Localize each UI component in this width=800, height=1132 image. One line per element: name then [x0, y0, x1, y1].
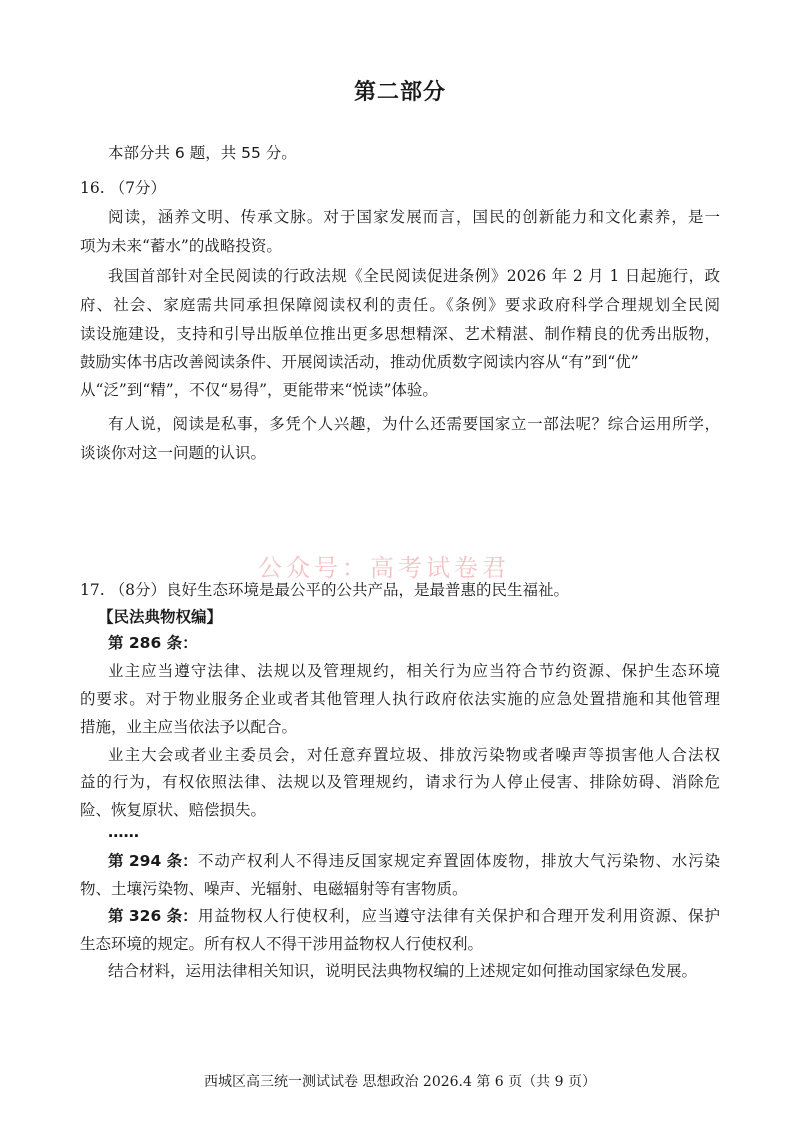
page-footer: 西城区高三统一测试试卷 思想政治 2026.4 第 6 页（共 9 页） [204, 1074, 596, 1090]
section-intro: 本部分共 6 题，共 55 分。 [108, 144, 297, 162]
ellipsis: …… [108, 823, 139, 841]
article-294-line: 不动产权利人不得违反国家规定弃置固体废物，排放大气污染物、水污染 [198, 852, 720, 870]
q16-line: 从“泛”到“精”，不仅“易得”，更能带来“悦读”体验。 [80, 381, 438, 399]
article-326-label: 第 326 条： [108, 907, 198, 925]
article-286-line: 的要求。对于物业服务企业或者其他管理人执行政府依法实施的应急处置措施和其他管理 [80, 690, 720, 708]
q17-question: 结合材料，运用法律相关知识，说明民法典物权编的上述规定如何推动国家绿色发展。 [108, 962, 698, 980]
article-286-line: 险、恢复原状、赔偿损失。 [80, 801, 267, 819]
q16-line: 读设施建设，支持和引导出版单位推出更多思想精深、艺术精湛、制作精良的优秀出版物， [80, 325, 720, 343]
q16-line: 项为未来“蓄水”的战略投资。 [80, 237, 282, 255]
q16-question-line: 有人说，阅读是私事，多凭个人兴趣，为什么还需要国家立一部法呢？综合运用所学， [108, 415, 720, 433]
article-286-line: 业主应当遵守法律、法规以及管理规约，相关行为应当符合节约资源、保护生态环境 [108, 662, 720, 680]
q16-header: 16. （7分） [80, 179, 166, 197]
article-286-line: 措施，业主应当依法予以配合。 [80, 718, 298, 736]
q16-line: 我国首部针对全民阅读的行政法规《全民阅读促进条例》2026 年 2 月 1 日起施行，政 [108, 267, 720, 285]
q16-line: 鼓励实体书店改善阅读条件、开展阅读活动，推动优质数字阅读内容从“有”到“优” [80, 353, 639, 371]
q16-line: 阅读，涵养文明、传承文脉。对于国家发展而言，国民的创新能力和文化素养，是一 [108, 208, 720, 226]
watermark: 公众号：高考试卷君 [258, 554, 510, 582]
q17-source-heading: 【民法典物权编】 [98, 608, 223, 626]
article-294-label: 第 294 条： [108, 852, 198, 870]
article-286-label: 第 286 条： [108, 634, 198, 652]
section-title: 第二部分 [353, 80, 446, 105]
q16-line: 府、社会、家庭需共同承担保障阅读权利的责任。《条例》要求政府科学合理规划全民阅 [80, 296, 720, 314]
article-286-line: 业主大会或者业主委员会，对任意弃置垃圾、排放污染物或者噪声等损害他人合法权 [108, 746, 720, 764]
q17-header: 17. （8分）良好生态环境是最公平的公共产品，是最普惠的民生福祉。 [80, 581, 569, 599]
article-326-line: 生态环境的规定。所有权人不得干涉用益物权人行使权利。 [80, 935, 484, 953]
article-294-line: 物、土壤污染物、噪声、光辐射、电磁辐射等有害物质。 [80, 880, 468, 898]
q16-question-line: 谈谈你对这一问题的认识。 [80, 444, 267, 462]
article-326-line: 用益物权人行使权利，应当遵守法律有关保护和合理开发利用资源、保护 [198, 907, 720, 925]
article-286-line: 益的行为，有权依照法律、法规以及管理规约，请求行为人停止侵害、排除妨碍、消除危 [80, 773, 720, 791]
